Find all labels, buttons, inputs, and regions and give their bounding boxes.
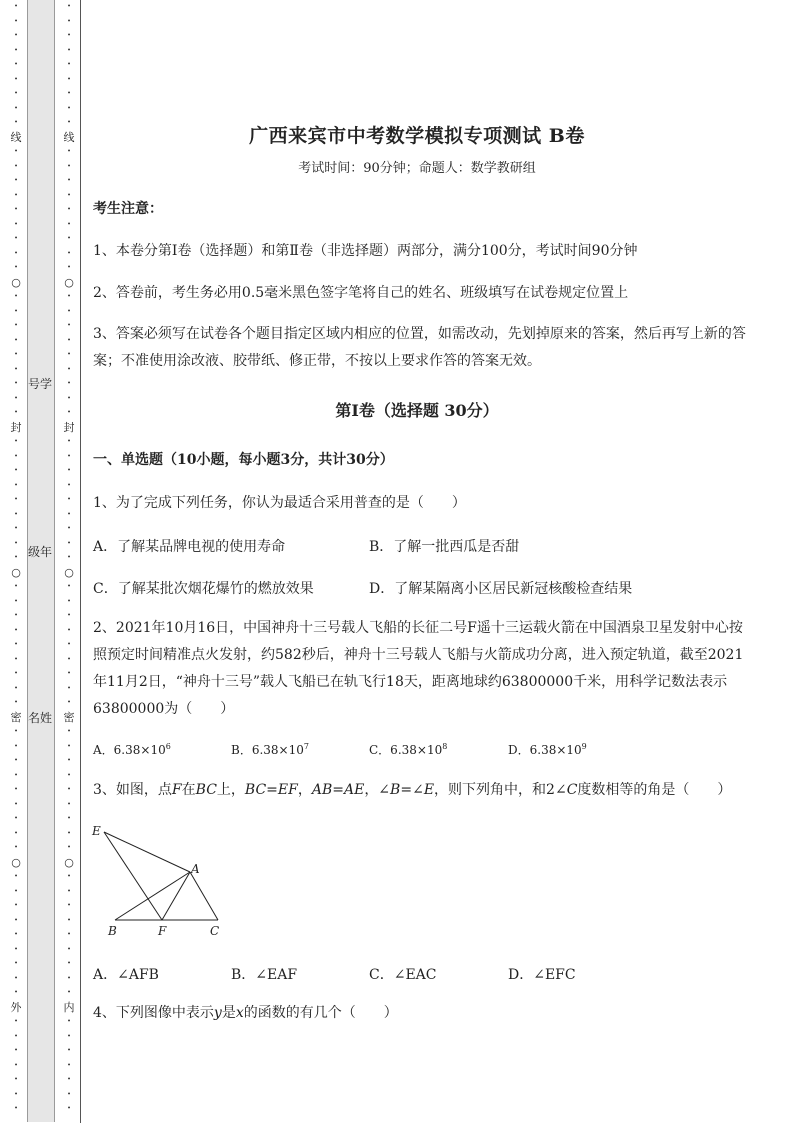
binding-dot: • <box>14 902 18 909</box>
question-1-stem: 1、为了完成下列任务，你认为最适合采用普查的是（ ） <box>93 495 466 511</box>
binding-line <box>80 0 81 1123</box>
binding-dot: • <box>14 235 18 242</box>
binding-dot: • <box>14 191 18 199</box>
binding-dot: • <box>14 771 18 779</box>
binding-dot: • <box>14 887 18 895</box>
binding-dot: • <box>14 293 18 300</box>
binding-dot: • <box>14 945 18 953</box>
binding-dot: • <box>67 525 71 532</box>
binding-dot: • <box>14 989 18 996</box>
binding-dots-inner <box>63 0 75 1117</box>
binding-dot: • <box>67 394 71 402</box>
label-F: F <box>158 924 167 938</box>
question-4-stem: 4、下列图像中表示y是x的函数的有几个（ ） <box>93 1005 398 1021</box>
label-E: E <box>92 824 101 838</box>
binding-dot: • <box>67 75 71 83</box>
binding-dot: • <box>67 1105 71 1112</box>
binding-dot: • <box>14 264 18 271</box>
binding-dot: • <box>14 916 18 924</box>
binding-dot: • <box>67 829 71 837</box>
binding-dot: • <box>67 1090 71 1098</box>
binding-dot: • <box>14 90 18 97</box>
binding-dot: • <box>14 699 18 706</box>
notice-item-1: 1、本卷分第I卷（选择题）和第Ⅱ卷（非选择题）两部分，满分100分，考试时间90分钟 <box>93 243 638 259</box>
binding-dot: • <box>14 438 18 445</box>
segment-AC <box>190 872 218 920</box>
binding-dot: • <box>67 873 71 880</box>
part-title: 第I卷（选择题 30分） <box>335 401 499 420</box>
notice-heading: 考生注意： <box>93 201 163 217</box>
binding-dot: • <box>14 452 18 460</box>
binding-dot: • <box>14 206 18 213</box>
q2-option-c: C．$6.38\times 10^8$ <box>369 742 448 757</box>
binding-marker: 密 <box>10 710 22 724</box>
binding-dot: • <box>14 3 18 10</box>
binding-strip <box>27 0 55 1122</box>
binding-dot: • <box>14 800 18 808</box>
label-A: A <box>191 862 200 876</box>
binding-dot: • <box>14 931 18 938</box>
binding-dot: • <box>14 612 18 619</box>
binding-dot: • <box>67 206 71 213</box>
binding-dot: • <box>67 307 71 315</box>
question-2-stem: 2、2021年10月16日，中国神舟十三号载人飞船的长征二号F遥十三运载火箭在中国酒泉卫星发射中心按照预定时间精准点火发射，约582秒后，神舟十三号载人飞船与火箭成功分离，进入预定轨道，截至2021年11月2日，“神舟十三号”载人飞船已在轨飞行18天，距离地球约63800000千米，用科学记数法表示63800000为（ ） <box>93 620 744 717</box>
binding-dot: • <box>67 612 71 619</box>
binding-dot: • <box>14 336 18 344</box>
binding-dot: • <box>14 481 18 489</box>
binding-dot: • <box>14 626 18 634</box>
binding-dot: • <box>14 684 18 692</box>
binding-dot: • <box>67 220 71 228</box>
binding-dot: • <box>67 786 71 793</box>
label-C: C <box>210 924 220 938</box>
binding-dot: • <box>14 467 18 474</box>
binding-dot: • <box>67 467 71 474</box>
binding-dot: • <box>14 394 18 402</box>
binding-dot: • <box>67 989 71 996</box>
binding-dot: • <box>14 742 18 750</box>
binding-dot: • <box>67 249 71 257</box>
binding-dot: • <box>14 815 18 822</box>
binding-dot: • <box>14 322 18 329</box>
binding-dot: • <box>67 452 71 460</box>
binding-dot: • <box>67 583 71 590</box>
q2-option-a: A．$6.38\times 10^6$ <box>93 742 171 757</box>
binding-dot: • <box>67 554 71 561</box>
q2-option-d: D．$6.38\times 10^9$ <box>508 742 587 757</box>
binding-dot: • <box>67 539 71 547</box>
binding-dot: • <box>67 800 71 808</box>
binding-dot: • <box>67 974 71 982</box>
binding-marker: 内 <box>63 1000 75 1014</box>
binding-dot: • <box>67 626 71 634</box>
binding-marker: 线 <box>10 130 22 144</box>
binding-dot: • <box>14 220 18 228</box>
binding-dot: • <box>14 177 18 184</box>
binding-dot: • <box>14 525 18 532</box>
binding-dot: • <box>14 960 18 967</box>
binding-dot: • <box>14 757 18 764</box>
binding-dot: • <box>14 365 18 373</box>
binding-dot: • <box>14 641 18 648</box>
binding-dot: • <box>67 887 71 895</box>
binding-dot: • <box>14 597 18 605</box>
binding-marker: 密 <box>63 710 75 724</box>
page-title: 广西来宾市中考数学模拟专项测试 B卷 <box>249 125 585 147</box>
binding-dot: • <box>67 351 71 358</box>
binding-dot: • <box>14 1090 18 1098</box>
binding-dot: • <box>14 119 18 126</box>
binding-dot: • <box>14 148 18 155</box>
binding-dot: • <box>14 786 18 793</box>
binding-dot: • <box>67 510 71 518</box>
binding-dot: • <box>67 844 71 851</box>
binding-dot: • <box>14 61 18 68</box>
binding-dot: • <box>14 510 18 518</box>
q1-option-b: B．了解一批西瓜是否甜 <box>369 539 520 555</box>
binding-dot: • <box>14 655 18 663</box>
binding-dot: • <box>67 61 71 68</box>
binding-dot: • <box>14 728 18 735</box>
binding-dot: • <box>67 481 71 489</box>
binding-dot: • <box>14 1047 18 1054</box>
section-heading: 一、单选题（10小题，每小题3分，共计30分） <box>93 452 394 468</box>
binding-dot: • <box>67 438 71 445</box>
binding-dot: • <box>67 191 71 199</box>
binding-dot: • <box>67 1076 71 1083</box>
binding-dot: • <box>14 1076 18 1083</box>
binding-dot: • <box>67 365 71 373</box>
binding-dot: • <box>14 409 18 416</box>
binding-dot: • <box>67 409 71 416</box>
binding-dot: • <box>67 104 71 112</box>
binding-dot: • <box>67 945 71 953</box>
binding-marker: ○ <box>11 275 21 289</box>
binding-dots-outer <box>10 0 22 1117</box>
binding-dot: • <box>14 162 18 170</box>
binding-dot: • <box>67 264 71 271</box>
binding-dot: • <box>67 293 71 300</box>
binding-dot: • <box>67 916 71 924</box>
binding-dot: • <box>14 75 18 83</box>
binding-marker: ○ <box>11 855 21 869</box>
grade-field-label: 级年 <box>27 545 52 559</box>
binding-dot: • <box>67 757 71 764</box>
binding-dot: • <box>14 1032 18 1040</box>
binding-dot: • <box>67 1032 71 1040</box>
binding-dot: • <box>67 380 71 387</box>
binding-dot: • <box>67 1061 71 1069</box>
binding-dot: • <box>14 873 18 880</box>
q1-option-a: A．了解某品牌电视的使用寿命 <box>93 539 286 555</box>
binding-dot: • <box>67 960 71 967</box>
binding-dot: • <box>14 974 18 982</box>
q1-option-c: C．了解某批次烟花爆竹的燃放效果 <box>93 581 314 597</box>
binding-dot: • <box>67 670 71 677</box>
binding-marker: 封 <box>10 420 22 434</box>
binding-marker: ○ <box>11 565 21 579</box>
q3-option-a: A．∠AFB <box>93 967 159 983</box>
binding-dot: • <box>14 249 18 257</box>
binding-dot: • <box>67 90 71 97</box>
binding-dot: • <box>67 496 71 503</box>
q3-option-c: C．∠EAC <box>369 967 437 983</box>
binding-dot: • <box>67 597 71 605</box>
binding-dot: • <box>14 539 18 547</box>
binding-dot: • <box>67 46 71 54</box>
binding-dot: • <box>67 322 71 329</box>
binding-dot: • <box>14 32 18 39</box>
q3-option-d: D．∠EFC <box>508 967 576 983</box>
binding-dot: • <box>14 307 18 315</box>
binding-dot: • <box>67 235 71 242</box>
binding-dot: • <box>14 829 18 837</box>
binding-dot: • <box>14 554 18 561</box>
binding-dot: • <box>67 742 71 750</box>
binding-dot: • <box>67 162 71 170</box>
binding-dot: • <box>67 17 71 25</box>
binding-marker: 外 <box>10 1000 22 1014</box>
binding-dot: • <box>14 583 18 590</box>
binding-dot: • <box>67 148 71 155</box>
binding-dot: • <box>14 380 18 387</box>
q3-option-b: B．∠EAF <box>231 967 298 983</box>
binding-dot: • <box>67 1018 71 1025</box>
binding-marker: ○ <box>64 855 74 869</box>
name-field-label: 名姓 <box>27 711 52 725</box>
binding-dot: • <box>14 1018 18 1025</box>
binding-dot: • <box>14 17 18 25</box>
binding-dot: • <box>14 351 18 358</box>
student-id-field-label: 号学 <box>27 377 52 391</box>
binding-dot: • <box>67 699 71 706</box>
q2-option-b: B．$6.38\times 10^7$ <box>231 742 309 757</box>
binding-dot: • <box>67 32 71 39</box>
q1-option-d: D．了解某隔离小区居民新冠核酸检查结果 <box>369 581 633 597</box>
binding-dot: • <box>14 1105 18 1112</box>
binding-dot: • <box>67 336 71 344</box>
binding-dot: • <box>67 902 71 909</box>
triangle-figure <box>90 820 230 942</box>
binding-marker: 线 <box>63 130 75 144</box>
binding-dot: • <box>14 1061 18 1069</box>
binding-dot: • <box>67 815 71 822</box>
binding-dot: • <box>67 655 71 663</box>
exam-info: 考试时间：90分钟；命题人：数学教研组 <box>298 161 536 176</box>
segment-FA <box>162 872 190 920</box>
binding-dot: • <box>14 496 18 503</box>
binding-dot: • <box>14 46 18 54</box>
binding-dot: • <box>67 177 71 184</box>
binding-dot: • <box>67 1047 71 1054</box>
binding-dot: • <box>14 104 18 112</box>
binding-dot: • <box>67 641 71 648</box>
binding-dot: • <box>14 844 18 851</box>
binding-dot: • <box>67 931 71 938</box>
binding-dot: • <box>67 728 71 735</box>
binding-dot: • <box>67 119 71 126</box>
segment-BA <box>115 872 190 920</box>
notice-item-2: 2、答卷前，考生务必用0.5毫米黑色签字笔将自己的姓名、班级填写在试卷规定位置上 <box>93 285 629 301</box>
notice-item-3: 3、答案必须写在试卷各个题目指定区域内相应的位置，如需改动，先划掉原来的答案，然后再写上新的答案；不准使用涂改液、胶带纸、修正带，不按以上要求作答的答案无效。 <box>93 326 746 369</box>
binding-marker: ○ <box>64 275 74 289</box>
binding-dot: • <box>67 771 71 779</box>
binding-marker: 封 <box>63 420 75 434</box>
binding-dot: • <box>14 670 18 677</box>
label-B: B <box>108 924 117 938</box>
binding-dot: • <box>67 684 71 692</box>
binding-marker: ○ <box>64 565 74 579</box>
question-3-stem: 3、如图，点F在BC上，BC=EF，AB=AE，∠B=∠E，则下列角中，和2∠C度数相等的角是（ ） <box>93 782 732 798</box>
binding-dot: • <box>67 3 71 10</box>
